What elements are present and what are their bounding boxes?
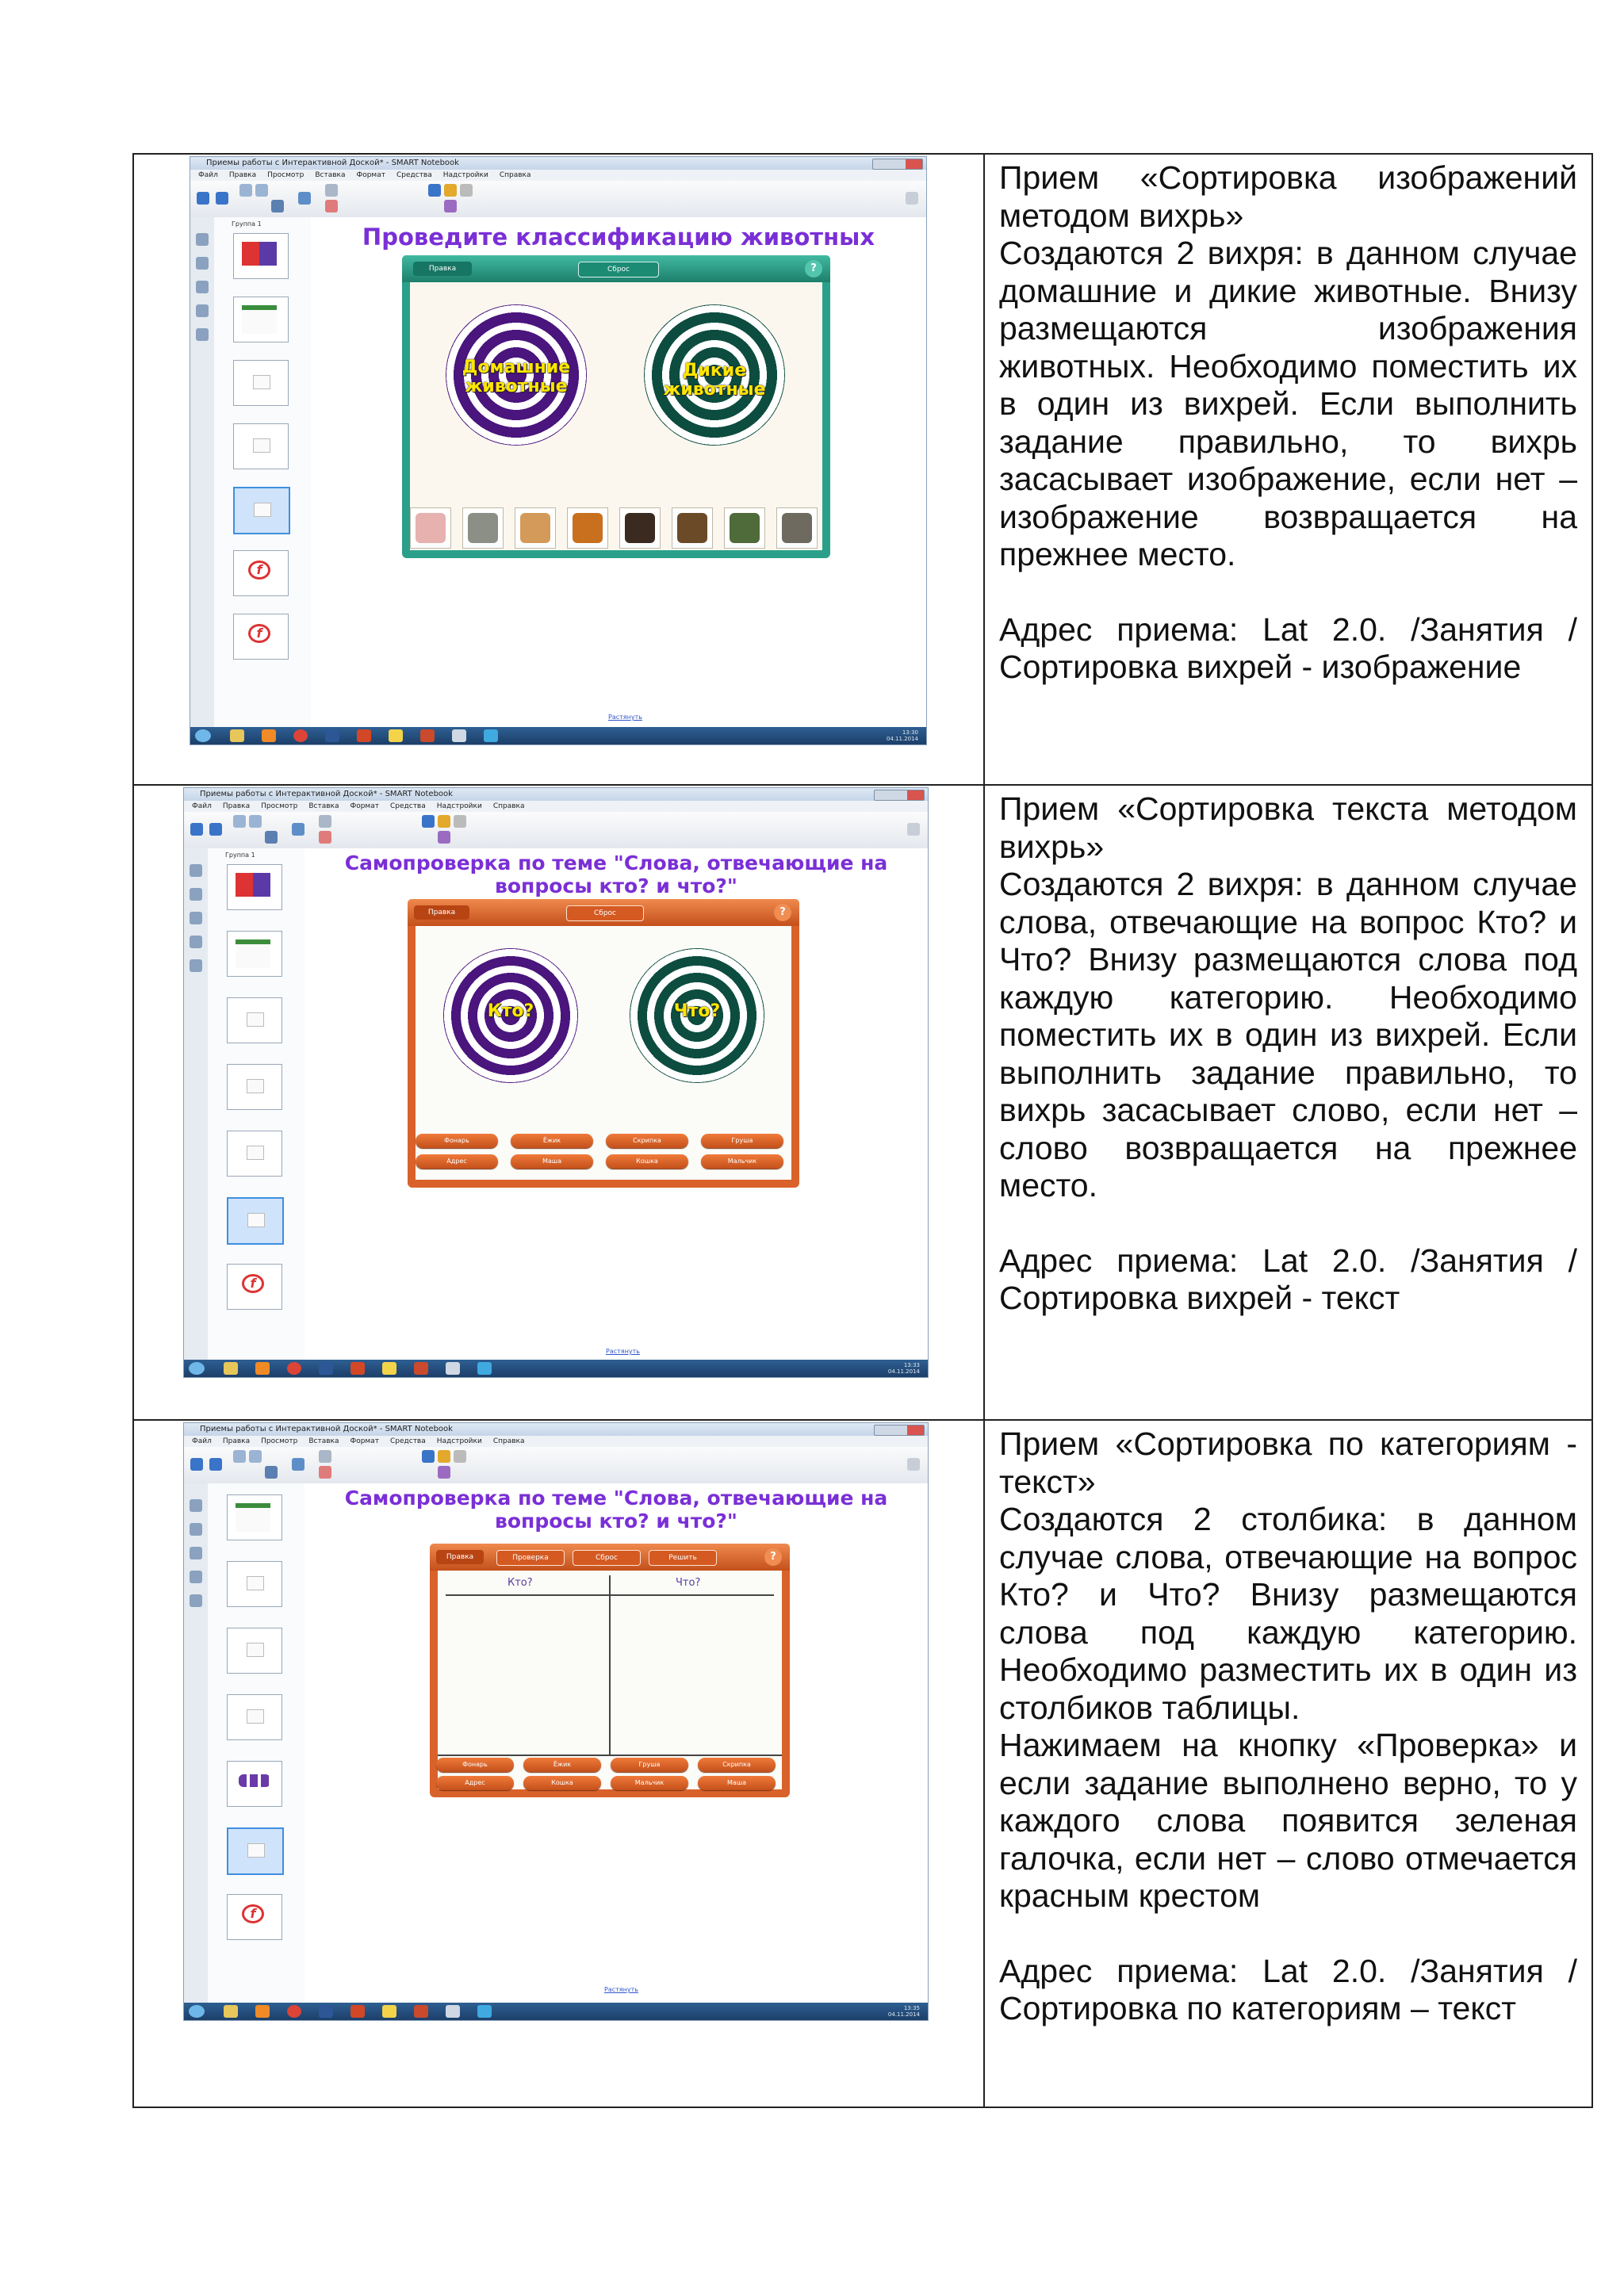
word-card[interactable]: Фонарь [436, 1758, 514, 1772]
page-thumbnail-selected[interactable] [227, 1197, 284, 1245]
shape-icon [444, 200, 457, 212]
taskbar-app-icon[interactable] [382, 2005, 396, 2018]
word-card[interactable]: Адрес [416, 1154, 498, 1169]
page-sorter-icon [190, 864, 202, 877]
menu-item: Надстройки [442, 171, 488, 179]
window-controls [874, 790, 925, 801]
back-arrow-icon [197, 192, 209, 205]
screenshot-cell [133, 154, 984, 785]
stretch-link[interactable]: Растянуть [604, 1986, 638, 1993]
table-icon [319, 815, 331, 828]
animal-image-deer[interactable] [672, 507, 713, 549]
window-controls [874, 1425, 925, 1436]
toolbar [190, 181, 926, 218]
menu-item: Средства [389, 1437, 426, 1445]
page-thumbnail-selected[interactable] [227, 1827, 284, 1875]
menu-item: Файл [192, 802, 212, 810]
taskbar-app-icon[interactable] [325, 729, 339, 742]
menu-item: Просмотр [261, 1437, 298, 1445]
table-row [133, 1420, 1592, 2107]
side-tabs [184, 848, 209, 1360]
taskbar-app-icon[interactable] [357, 729, 371, 742]
shape-icon [438, 831, 450, 844]
addons-icon [190, 1594, 202, 1607]
menu-bar [184, 1436, 928, 1447]
properties-icon [190, 1571, 202, 1583]
description-text [999, 1425, 1577, 2028]
table-icon [325, 184, 338, 197]
taskbar-app-icon[interactable] [255, 1362, 270, 1375]
table-icon [319, 1450, 331, 1463]
toolbar [184, 1447, 928, 1484]
save-icon [271, 200, 284, 212]
display-icon [298, 192, 311, 205]
taskbar-app-icon[interactable] [230, 729, 244, 742]
animal-image-pig[interactable] [410, 507, 451, 549]
technique-title: Прием «Сортировка текста методом вихрь» [999, 790, 1577, 865]
page-thumbnail[interactable]: f [233, 614, 289, 660]
gallery-icon [196, 257, 209, 270]
slide-title: Проведите классификацию животных [362, 224, 875, 251]
start-button-icon[interactable] [195, 729, 211, 742]
taskbar [190, 727, 926, 744]
taskbar [184, 2003, 928, 2020]
spiral-label-wild: Дикие животные [663, 361, 766, 400]
slide-canvas [304, 848, 928, 1360]
taskbar-app-icon[interactable] [293, 729, 308, 742]
page-sorter-icon [196, 233, 209, 246]
menu-item: Средства [396, 171, 432, 179]
taskbar-app-icon[interactable] [477, 2005, 492, 2018]
delete-icon [325, 200, 338, 212]
delete-icon [319, 1466, 331, 1479]
technique-body: Создаются 2 вихря: в данном случае слова, отвечающие на вопрос Кто? и Что? Внизу размещаются слова под каждую категорию. Необходимо поместить их в один из вихрей. Если выполнить задание правильно, то вихрь засасывает слово, если нет – слово возвращается на прежнее место. [999, 866, 1577, 1203]
help-button[interactable]: ? [774, 904, 791, 921]
page-thumbnail[interactable] [233, 297, 289, 342]
description-cell [984, 1420, 1592, 2107]
page-thumbnail[interactable] [227, 1494, 282, 1540]
word-card[interactable]: Кошка [606, 1154, 688, 1169]
delete-icon [319, 831, 331, 844]
back-arrow-icon [190, 1458, 203, 1471]
taskbar-app-icon[interactable] [420, 729, 435, 742]
menu-item: Вставка [308, 802, 339, 810]
animal-image-squirrel[interactable] [567, 507, 608, 549]
properties-icon [190, 936, 202, 948]
slide-canvas [304, 1483, 928, 2003]
technique-address: Адрес приема: Lat 2.0. /Занятия / Сортировка по категориям – текст [999, 1952, 1577, 2026]
page-thumbnail[interactable] [227, 1628, 282, 1674]
menu-item: Формат [356, 171, 385, 179]
menu-bar [190, 170, 926, 181]
menu-item: Формат [350, 802, 379, 810]
attachments-icon [190, 912, 202, 924]
addons-icon [190, 959, 202, 972]
spiral-label-what: Что? [673, 1001, 721, 1021]
taskbar-app-icon[interactable] [414, 1362, 428, 1375]
start-button-icon[interactable] [189, 1362, 205, 1375]
taskbar-app-icon[interactable] [414, 2005, 428, 2018]
settings-icon [906, 192, 918, 205]
toolbar [184, 812, 928, 849]
page-thumbnail[interactable] [227, 931, 282, 977]
slide-title: Самопроверка по теме "Слова, отвечающие на вопросы кто? и что?" [344, 851, 888, 897]
eraser-icon [454, 1450, 466, 1463]
menu-item: Надстройки [436, 802, 482, 810]
page-thumbnail[interactable] [233, 233, 289, 279]
menu-item: Правка [222, 1437, 251, 1445]
taskbar-app-icon[interactable] [255, 2005, 270, 2018]
technique-title: Прием «Сортировка по категориям - текст» [999, 1425, 1577, 1500]
pen-icon [438, 1450, 450, 1463]
undo-icon [239, 184, 252, 197]
word-card[interactable]: Кошка [523, 1776, 601, 1790]
shape-icon [438, 1466, 450, 1479]
technique-title: Прием «Сортировка изображений методом вихрь» [999, 159, 1577, 234]
word-card[interactable]: Маша [698, 1776, 776, 1790]
redo-icon [255, 184, 268, 197]
page-thumbnail[interactable] [233, 423, 289, 469]
tab-solve[interactable]: Решить [649, 1550, 717, 1566]
taskbar-app-icon[interactable] [389, 729, 403, 742]
taskbar-app-icon[interactable] [452, 729, 466, 742]
menu-item: Справка [492, 802, 525, 810]
word-card[interactable]: Груша [611, 1758, 688, 1772]
eraser-icon [454, 815, 466, 828]
page-thumbnail[interactable] [227, 1064, 282, 1110]
attachments-icon [190, 1547, 202, 1559]
window-title: Приемы работы с Интерактивной Доской* - SMART Notebook [184, 1423, 928, 1436]
system-clock: 13:35 04.11.2014 [887, 2005, 920, 2018]
page-thumbnail[interactable]: f [233, 550, 289, 596]
table-bottom-line [438, 1755, 782, 1756]
slide-canvas [311, 217, 926, 727]
slide-title: Самопроверка по теме "Слова, отвечающие на вопросы кто? и что?" [344, 1487, 888, 1533]
word-card[interactable]: Ёжик [523, 1758, 601, 1772]
page-thumbnail[interactable] [227, 1561, 282, 1607]
menu-item: Просмотр [261, 802, 298, 810]
page-thumbnail-selected[interactable] [233, 487, 290, 534]
save-icon [265, 831, 278, 844]
word-card[interactable]: Ёжик [511, 1134, 593, 1148]
menu-item: Справка [499, 171, 531, 179]
save-icon [265, 1466, 278, 1479]
window-title: Приемы работы с Интерактивной Доской* - SMART Notebook [190, 157, 926, 170]
addons-icon [196, 328, 209, 341]
taskbar-app-icon[interactable] [262, 729, 276, 742]
menu-item: Вставка [315, 171, 346, 179]
page-sorter [214, 217, 312, 727]
word-card[interactable]: Скрипка [606, 1134, 688, 1148]
activity-panel [430, 1544, 790, 1797]
column-header-who: Кто? [508, 1577, 533, 1589]
pen-icon [444, 184, 457, 197]
taskbar-app-icon[interactable] [287, 2005, 301, 2018]
page-thumbnail[interactable] [227, 1761, 282, 1807]
word-card[interactable]: Мальчик [611, 1776, 688, 1790]
menu-item: Правка [228, 171, 257, 179]
stretch-link[interactable]: Растянуть [608, 714, 642, 721]
taskbar-app-icon[interactable] [287, 1362, 301, 1375]
tab-edit[interactable]: Правка [436, 1550, 484, 1564]
gallery-icon [190, 1523, 202, 1536]
technique-address: Адрес приема: Lat 2.0. /Занятия / Сортировка вихрей - изображение [999, 610, 1577, 685]
spiral-label-domestic: Домашние животные [462, 358, 571, 397]
taskbar-app-icon[interactable] [319, 2005, 333, 2018]
taskbar-app-icon[interactable] [484, 729, 498, 742]
word-card[interactable]: Маша [511, 1154, 593, 1169]
attachments-icon [196, 281, 209, 293]
word-card[interactable]: Фонарь [416, 1134, 498, 1148]
menu-item: Формат [350, 1437, 379, 1445]
tab-edit[interactable]: Правка [414, 905, 469, 920]
side-tabs [184, 1483, 209, 2003]
taskbar-app-icon[interactable] [446, 2005, 460, 2018]
animal-image-goat[interactable] [462, 507, 504, 549]
taskbar-app-icon[interactable] [319, 1362, 333, 1375]
page-thumbnail[interactable] [227, 864, 282, 910]
technique-body-check: Нажимаем на кнопку «Проверка» и если задание выполнено верно, то у каждого слова появится зеленая галочка, если нет – слово отмечается красным крестом [999, 1727, 1577, 1914]
select-icon [422, 815, 435, 828]
table-row [133, 154, 1592, 785]
taskbar-app-icon[interactable] [350, 2005, 365, 2018]
description-cell [984, 785, 1592, 1420]
screenshot-cell [133, 785, 984, 1420]
menu-item: Правка [222, 802, 251, 810]
description-text [999, 159, 1577, 687]
taskbar-app-icon[interactable] [446, 1362, 460, 1375]
page-sorter [208, 1483, 305, 2003]
forward-arrow-icon [209, 1458, 222, 1471]
gallery-icon [190, 888, 202, 901]
side-tabs [190, 217, 215, 727]
help-button[interactable]: ? [764, 1548, 782, 1566]
page-thumbnail[interactable] [233, 360, 289, 406]
activity-panel [402, 255, 830, 558]
technique-address: Адрес приема: Lat 2.0. /Занятия / Сортировка вихрей - текст [999, 1242, 1577, 1316]
menu-item: Просмотр [267, 171, 304, 179]
tab-reset[interactable]: Сброс [578, 262, 659, 277]
taskbar-app-icon[interactable] [477, 1362, 492, 1375]
menu-item: Справка [492, 1437, 525, 1445]
smart-notebook-screenshot [190, 156, 927, 745]
word-card[interactable]: Груша [701, 1134, 783, 1148]
tab-reset[interactable]: Сброс [566, 905, 644, 921]
menu-item: Надстройки [436, 1437, 482, 1445]
column-header-what: Что? [676, 1577, 701, 1589]
redo-icon [249, 815, 262, 828]
document-table [132, 153, 1593, 2108]
back-arrow-icon [190, 823, 203, 836]
page-thumbnail[interactable] [227, 1131, 282, 1177]
undo-icon [233, 1450, 246, 1463]
screenshot-cell [133, 1420, 984, 2107]
animal-image-wolf[interactable] [776, 507, 818, 549]
spiral-label-who: Кто? [487, 1001, 534, 1021]
stretch-link[interactable]: Растянуть [606, 1348, 640, 1355]
page-sorter-icon [190, 1499, 202, 1512]
pen-icon [438, 815, 450, 828]
undo-icon [233, 815, 246, 828]
word-card[interactable]: Мальчик [701, 1154, 783, 1169]
taskbar-app-icon[interactable] [224, 1362, 238, 1375]
animal-image-horse[interactable] [619, 507, 661, 549]
system-clock: 13:33 04.11.2014 [887, 1362, 920, 1375]
tab-edit[interactable]: Правка [413, 262, 472, 276]
taskbar [184, 1360, 928, 1377]
display-icon [292, 1458, 304, 1471]
page-sorter [208, 848, 305, 1360]
group-label: Группа 1 [232, 220, 262, 228]
forward-arrow-icon [216, 192, 228, 205]
word-card[interactable]: Адрес [436, 1776, 514, 1790]
description-text [999, 790, 1577, 1318]
menu-item: Файл [198, 171, 218, 179]
select-icon [422, 1450, 435, 1463]
word-card[interactable]: Скрипка [698, 1758, 776, 1772]
system-clock: 13:30 04.11.2014 [886, 729, 918, 742]
table-row [133, 785, 1592, 1420]
technique-body: Создаются 2 столбика: в данном случае слова, отвечающие на вопрос Кто? и Что? Внизу размещаются слова под каждую категорию. Необходимо разместить их в один из столбиков таблицы. [999, 1501, 1577, 1726]
page-thumbnail[interactable] [227, 997, 282, 1043]
description-cell [984, 154, 1592, 785]
redo-icon [249, 1450, 262, 1463]
animal-image-cat[interactable] [515, 507, 556, 549]
smart-notebook-screenshot [183, 1422, 929, 2021]
window-title: Приемы работы с Интерактивной Доской* - SMART Notebook [184, 788, 928, 801]
window-controls [872, 159, 923, 170]
table-divider-line [609, 1575, 611, 1755]
group-label: Группа 1 [225, 851, 255, 859]
page-thumbnail[interactable]: f [227, 1264, 282, 1310]
display-icon [292, 823, 304, 836]
menu-bar [184, 801, 928, 812]
settings-icon [907, 823, 920, 836]
taskbar-app-icon[interactable] [382, 1362, 396, 1375]
taskbar-app-icon[interactable] [224, 2005, 238, 2018]
menu-item: Средства [389, 802, 426, 810]
activity-panel [408, 899, 799, 1188]
smart-notebook-screenshot [183, 787, 929, 1378]
forward-arrow-icon [209, 823, 222, 836]
menu-item: Вставка [308, 1437, 339, 1445]
menu-item: Файл [192, 1437, 212, 1445]
tab-reset[interactable]: Сброс [573, 1550, 641, 1566]
technique-body: Создаются 2 вихря: в данном случае домашние и дикие животные. Внизу размещаются изображения животных. Необходимо поместить их в один из вихрей. Если выполнить задание правильно, то вихрь засасывает изображение, если нет – изображение возвращается на прежнее место. [999, 235, 1577, 572]
help-button[interactable]: ? [805, 260, 822, 277]
start-button-icon[interactable] [189, 2005, 205, 2018]
properties-icon [196, 304, 209, 317]
eraser-icon [460, 184, 473, 197]
taskbar-app-icon[interactable] [350, 1362, 365, 1375]
page-thumbnail[interactable] [227, 1694, 282, 1740]
tab-check[interactable]: Проверка [496, 1550, 565, 1566]
page-thumbnail[interactable]: f [227, 1894, 282, 1940]
settings-icon [907, 1458, 920, 1471]
select-icon [428, 184, 441, 197]
animal-image-cow[interactable] [724, 507, 765, 549]
